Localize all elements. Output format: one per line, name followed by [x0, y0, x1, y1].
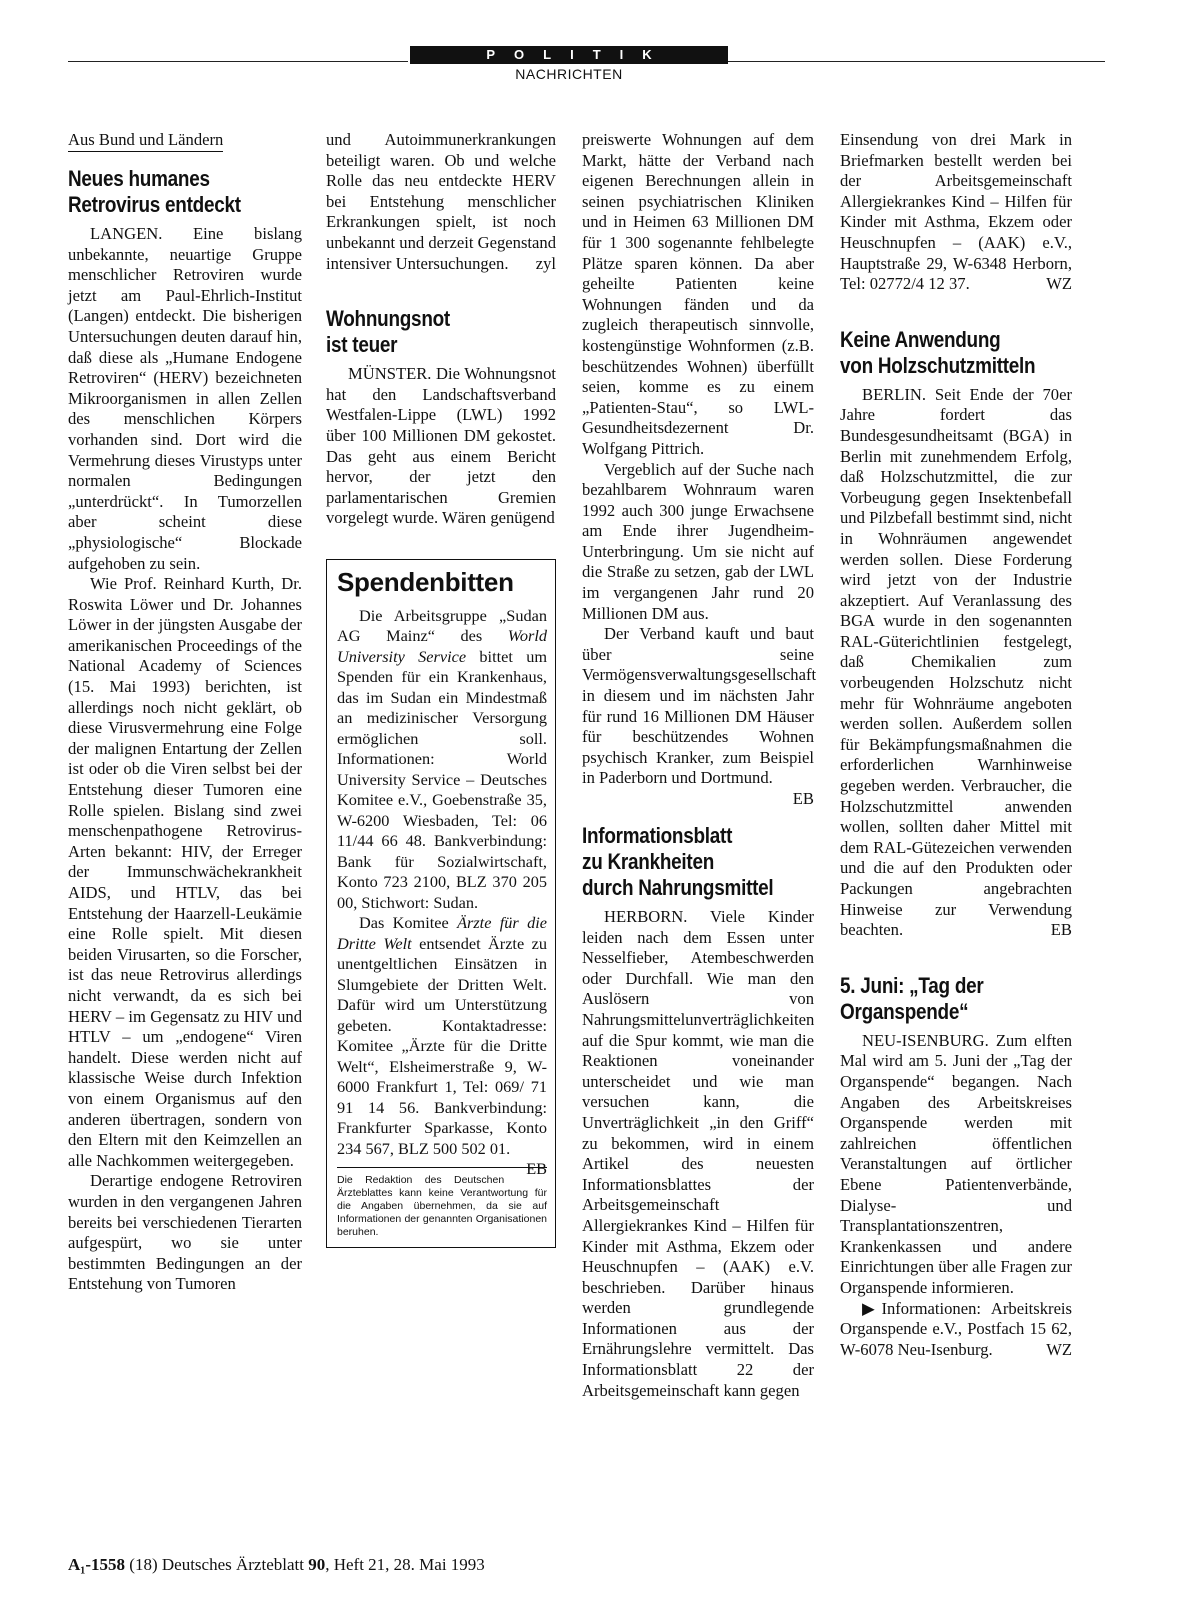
spacer: [840, 941, 1072, 973]
column-4: [840, 130, 1072, 1360]
headline-line: Organspende“: [840, 998, 969, 1024]
column-2: [326, 130, 556, 1248]
subsection-label: NACHRICHTEN: [515, 66, 623, 82]
header-rule-left: [68, 61, 408, 62]
paragraph-text: Der Verband kauft und baut über seine Vermögensverwaltungsgesellschaft in diesem und im nächsten Jahr für rund 16 Millionen DM Häuser für beschützendes Wohnen psychisch Kranker, zum Beispiel in Paderborn und Dortmund.: [582, 624, 817, 788]
paragraph: [326, 130, 556, 274]
header-rule-right: [728, 61, 1105, 62]
column-1: [68, 130, 302, 1295]
paragraph: [582, 624, 817, 808]
paragraph: [840, 1299, 1072, 1361]
paragraph: [337, 913, 547, 1179]
author-signature: EB: [792, 789, 814, 808]
page-number: A₁-1558: [68, 1555, 126, 1574]
volume-number: 90: [308, 1555, 326, 1574]
box-title: Spendenbitten: [337, 566, 514, 597]
page-footer: [68, 1555, 485, 1575]
paragraph-text: bittet um Spenden für ein Krankenhaus, das im Sudan ein Mindestmaß an medizinischer Versorgung ermöglichen soll. Informationen: World University Service – Deutsches Komitee e.V., Goebenstraße 35, W-6200 Wiesbaden, Tel: 06 11/44 66 48. Bankverbindung: Bank für Sozialwirtschaft, Konto 723 2100, BLZ 370 205 00, Stichwort: Sudan.: [337, 646, 547, 912]
paragraph: NEU-ISENBURG. Zum elften Mal wird am 5. Juni der „Tag der Organspende“ begangen. Nach Angaben des Arbeitskreises Organspende werden mit zahlreichen öffentlichen Veranstaltungen auf örtlicher Ebene Patientenverbände, Dialyse- und Transplantationszentren, Krankenkassen und andere Einrichtungen über alle Fragen zur Organspende informieren.: [840, 1030, 1072, 1297]
author-signature: WZ: [1046, 1339, 1072, 1359]
paragraph-text: und Autoimmunerkrankungen beteiligt waren. Ob und welche Rolle das neu entdeckte HERV bei Entstehung menschlicher Erkrankungen spielt, ist noch unbekannt und derzeit Gegenstand intensiver Untersuchungen.: [326, 130, 556, 273]
paragraph: preiswerte Wohnungen auf dem Markt, hätte der Verband nach eigenen Berechnungen allein in seinen psychiatrischen Kliniken und in Heimen 63 Millionen DM für 1 300 sogenannte fehlbelegte Plätze sparen können. Da aber geheilte Patienten keine Wohnungen fänden und da zugleich therapeutisch sinnvolle, kostengünstige Wohnformen (z.B. beschützendes Wohnen) überfüllt seien, komme es zu einem „Patienten-Stau“, so LWL-Gesundheitsdezernent Dr. Wolfgang Pittrich.: [582, 130, 814, 458]
paragraph: Vergeblich auf der Suche nach bezahlbarem Wohnraum waren 1992 auch 300 junge Erwachsene am Ende ihrer Jugendheim-Unterbringung. Um sie nicht auf die Straße zu setzen, gab der LWL im vergangenen Jahr rund 20 Millionen DM aus.: [582, 459, 814, 623]
headline-line: Wohnungsnot: [326, 306, 450, 332]
author-signature: EB: [526, 1159, 547, 1179]
kicker: Aus Bund und Ländern: [68, 130, 223, 152]
triangle-bullet-icon: ▶: [862, 1298, 882, 1318]
publication-name: (18) Deutsches Ärzteblatt: [129, 1555, 304, 1574]
paragraph-text: Einsendung von drei Mark in Briefmarken bestellt werden bei der Arbeitsgemeinschaft Allergiekrankes Kind – Hilfen für Kinder mit Asthma, Ekzem oder Heuschnupfen – (AAK) e.V., Hauptstraße 29, W-6348 Herborn, Tel: 02772/4 12 37.: [840, 130, 1072, 294]
section-label: POLITIK: [410, 46, 728, 64]
spacer: [326, 274, 556, 306]
paragraph-text: Die Arbeitsgruppe „Sudan AG Mainz“ des: [337, 605, 547, 646]
column-3: [582, 130, 817, 1401]
headline-line: zu Krankheiten: [582, 849, 715, 874]
author-signature: EB: [1050, 920, 1072, 940]
headline-line: ist teuer: [326, 332, 398, 358]
article-headline-organspende: [840, 973, 1071, 1025]
headline-line: Informationsblatt: [582, 823, 733, 848]
donation-box: [326, 559, 556, 1249]
paragraph-text: entsendet Ärzte zu unentgeltlichen Einsätzen in Slumgebiete der Dritten Welt. Dafür wird um Unterstützung gebeten. Kontaktadresse: Komitee „Ärzte für die Dritte Welt“, Elsheimerstraße 9, W-6000 Frankfurt 1, Tel: 069/ 71 91 14 56. Bankverbindung: Frankfurter Sparkasse, Konto 234 567, BLZ 500 502 01.: [337, 933, 547, 1158]
issue-date: , Heft 21, 28. Mai 1993: [325, 1555, 485, 1574]
paragraph-text: BERLIN. Seit Ende der 70er Jahre fordert das Bundesgesundheitsamt (BGA) in Berlin mit zunehmendem Erfolg, daß Holzschutzmittel, die zur Vorbeugung gegen Insektenbefall und Pilzbefall bestimmt sind, nicht in Wohnräumen angewendet werden sollen. Diese Forderung wird jetzt von der Industrie akzeptiert. Auf Veranlassung des BGA wurde in den sogenannten RAL-Güterichtlinien festgelegt, daß Chemikalien zum vorbeugenden Holzschutz nicht mehr für Wohnräume angeboten werden sollen. Außerdem sollen für Bekämpfungsmaßnahmen die erforderlichen Warnhinweise gegeben werden. Verbraucher, die Holzschutzmittel anwenden wollen, sollten daher Mittel mit dem RAL-Gütezeichen verwenden und die auf den Produkten oder Packungen angebrachten Hinweise zur Verwendung beachten.: [840, 384, 1072, 940]
headline-line: Retrovirus entdeckt: [68, 192, 241, 217]
headline-line: durch Nahrungsmittel: [582, 875, 774, 900]
headline-line: 5. Juni: „Tag der: [840, 972, 984, 998]
paragraph-text: Das Komitee: [359, 913, 458, 933]
editorial-disclaimer: Die Redaktion des Deutschen Ärzteblattes kann keine Verantwortung für die Angaben übernehmen, da sie auf Informationen der genannten Organisationen beruhen.: [337, 1167, 547, 1239]
spacer: [840, 295, 1072, 327]
paragraph: HERBORN. Viele Kinder leiden nach dem Essen unter Nesselfieber, Atembeschwerden oder Durchfall. Wie man den Auslösern von Nahrungsmittelunverträglichkeiten auf die Spur kommt, wie man die Reaktionen voneinander unterscheidet und wie man versuchen kann, die Unverträglichkeit „in den Griff“ zu bekommen, wird in einem Artikel des neuesten Informationsblattes der Arbeitsgemeinschaft Allergiekrankes Kind – Hilfen für Kinder mit Asthma, Ekzem oder Heuschnupfen – (AAK) e.V. beschrieben. Darüber hinaus werden grundlegende Informationen aus der Ernährungslehre vermittelt. Das Informationsblatt 22 der Arbeitsgemeinschaft kann gegen: [582, 907, 815, 1400]
headline-line: von Holzschutzmitteln: [840, 352, 1036, 378]
article-headline-holzschutz: [840, 327, 1071, 379]
paragraph: [337, 606, 547, 914]
headline-line: Neues humanes: [68, 166, 210, 191]
paragraph-text: Informationen: Arbeitskreis Organspende e.V., Postfach 15 62, W-6078 Neu-Isenburg.: [840, 1298, 1073, 1359]
organization-name: World University Service: [337, 626, 547, 666]
paragraph: LANGEN. Eine bislang unbekannte, neuartige Gruppe menschlicher Retroviren wurde jetzt am Paul-Ehrlich-Institut (Langen) entdeckt. Die bisherigen Untersuchungen deuten darauf hin, daß diese als „Humane Endogene Retroviren“ (HERV) bezeichneten Mikroorganismen in allen Zellen des menschlichen Körpers vorhanden sind. Dort wird die Vermehrung dieses Virustyps unter normalen Bedingungen „unterdrückt“. In Tumorzellen aber scheint diese „physiologische“ Blockade aufgehoben zu sein.: [68, 224, 302, 573]
headline-line: Keine Anwendung: [840, 326, 1001, 352]
article-headline-wohnungsnot: [326, 306, 555, 358]
paragraph: [840, 385, 1072, 941]
paragraph: MÜNSTER. Die Wohnungsnot hat den Landschaftsverband Westfalen-Lippe (LWL) 1992 über 100 Millionen DM gekostet. Das geht aus einem Bericht hervor, der jetzt den parlamentarischen Gremien vorgelegt wurde. Wären genügend: [326, 364, 556, 528]
paragraph: Wie Prof. Reinhard Kurth, Dr. Roswita Löwer und Dr. Johannes Löwer in der jüngsten Ausgabe der amerikanischen Proceedings of the National Academy of Sciences (15. Mai 1993) berichten, ist allerdings noch nicht geklärt, ob diese Virusvermehrung eine Folge der malignen Entartung der Zellen ist oder ob die Viren selbst bei der Entstehung dieser Tumoren eine Rolle spielen. Bislang sind zwei menschenpathogene Retrovirus-Arten bekannt: HIV, der Erreger der Immunschwächekrankheit AIDS, und HTLV, das bei Entstehung der Haarzell-Leukämie eine Rolle spielt. Mit diesen beiden Virusarten, so die Forscher, ist das neue Retrovirus allerdings nicht verwandt, da es sich bei HERV – im Gegensatz zu HIV und HTLV – um „endogene“ Viren handelt. Diese werden nicht auf klassische Weise durch Infektion von einem Organismus auf den anderen übertragen, sondern von den Eltern mit den Keimzellen an alle Nachkommen weitergegeben.: [68, 574, 302, 1170]
author-signature: zyl: [535, 253, 556, 273]
paragraph: [840, 130, 1072, 295]
paragraph: Derartige endogene Retroviren wurden in den vergangenen Jahren bereits bei verschiedenen Tierarten aufgespürt, wo sie unter bestimmten Bedingungen an der Entstehung von Tumoren: [68, 1171, 302, 1294]
organization-name: Ärzte für die Dritte Welt: [337, 913, 547, 953]
article-headline-informationsblatt: [582, 823, 813, 901]
article-headline-retrovirus: [68, 166, 301, 218]
author-signature: WZ: [1046, 274, 1072, 294]
